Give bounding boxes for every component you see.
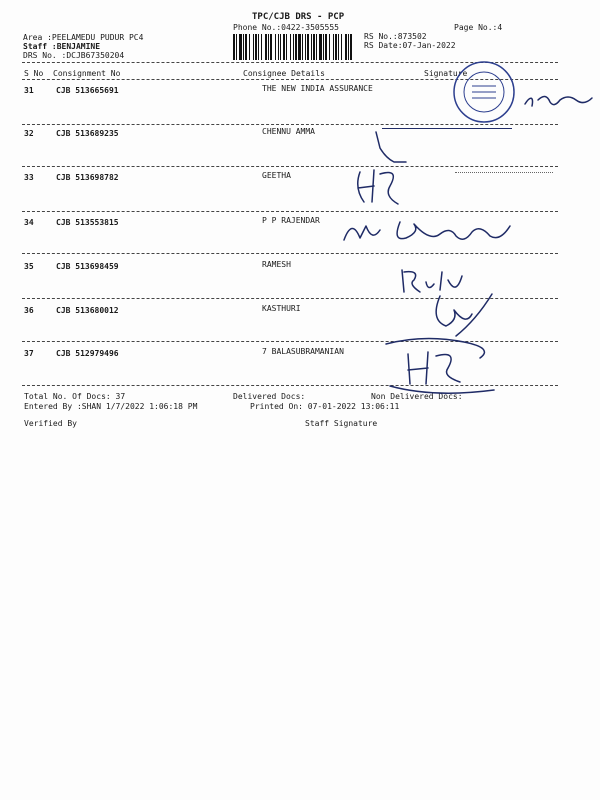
column-consignment: Consignment No [53, 69, 121, 78]
row-sno: 34 [24, 218, 34, 227]
row-sno: 32 [24, 129, 34, 138]
delivered-docs: Delivered Docs: [233, 392, 306, 401]
entered-by: Entered By :SHAN 1/7/2022 1:06:18 PM [24, 402, 198, 411]
phone-number: Phone No.:0422-3505555 [233, 23, 339, 32]
row-divider [22, 253, 558, 254]
column-consignee: Consignee Details [243, 69, 325, 78]
signature-row-36 [426, 290, 496, 340]
row-sno: 31 [24, 86, 34, 95]
row-consignment: CJB 513553815 [56, 218, 119, 227]
area-label: Area :PEELAMEDU PUDUR PC4 [23, 33, 144, 42]
row-sno: 37 [24, 349, 34, 358]
page-number: Page No.:4 [454, 23, 503, 32]
signature-row-34 [340, 212, 520, 252]
row-consignee: THE NEW INDIA ASSURANCE [262, 84, 373, 93]
row-consignment: CJB 512979496 [56, 349, 119, 358]
row-consignee: P P RAJENDAR [262, 216, 320, 225]
row-consignee: KASTHURI [262, 304, 301, 313]
drs-number: DRS No. :DCJB67350204 [23, 51, 125, 60]
staff-signature-label: Staff Signature [305, 419, 378, 428]
signature-row-33 [350, 164, 410, 208]
row-sno: 36 [24, 306, 34, 315]
row-consignee: GEETHA [262, 171, 291, 180]
column-sno: S No [24, 69, 44, 78]
row-consignment: CJB 513689235 [56, 129, 119, 138]
total-docs: Total No. Of Docs: 37 [24, 392, 126, 401]
row-consignment: CJB 513698459 [56, 262, 119, 271]
row-sno: 35 [24, 262, 34, 271]
authorised-signatory-stamp [455, 162, 553, 175]
column-signature: Signature [424, 69, 468, 78]
row-consignment: CJB 513680012 [56, 306, 119, 315]
verified-by: Verified By [24, 419, 77, 428]
row-consignment: CJB 513665691 [56, 86, 119, 95]
signature-row-37 [384, 336, 496, 402]
row-consignee: CHENNU AMMA [262, 127, 315, 136]
rs-number: RS No.:873502 [364, 32, 427, 41]
non-delivered-docs: Non Delivered Docs: [371, 392, 463, 401]
row-sno: 33 [24, 173, 34, 182]
signature-row-32 [372, 128, 412, 168]
barcode-image [232, 34, 354, 60]
row-consignment: CJB 513698782 [56, 173, 119, 182]
staff-label: Staff :BENJAMINE [23, 42, 101, 51]
row-consignee: RAMESH [262, 260, 291, 269]
round-seal-stamp [452, 60, 516, 124]
signature-row-31 [520, 86, 600, 116]
document-title: TPC/CJB DRS - PCP [252, 12, 345, 22]
printed-on: Printed On: 07-01-2022 13:06:11 [250, 402, 400, 411]
row-consignee: 7 BALASUBRAMANIAN [262, 347, 344, 356]
rs-date: RS Date:07-Jan-2022 [364, 41, 456, 50]
